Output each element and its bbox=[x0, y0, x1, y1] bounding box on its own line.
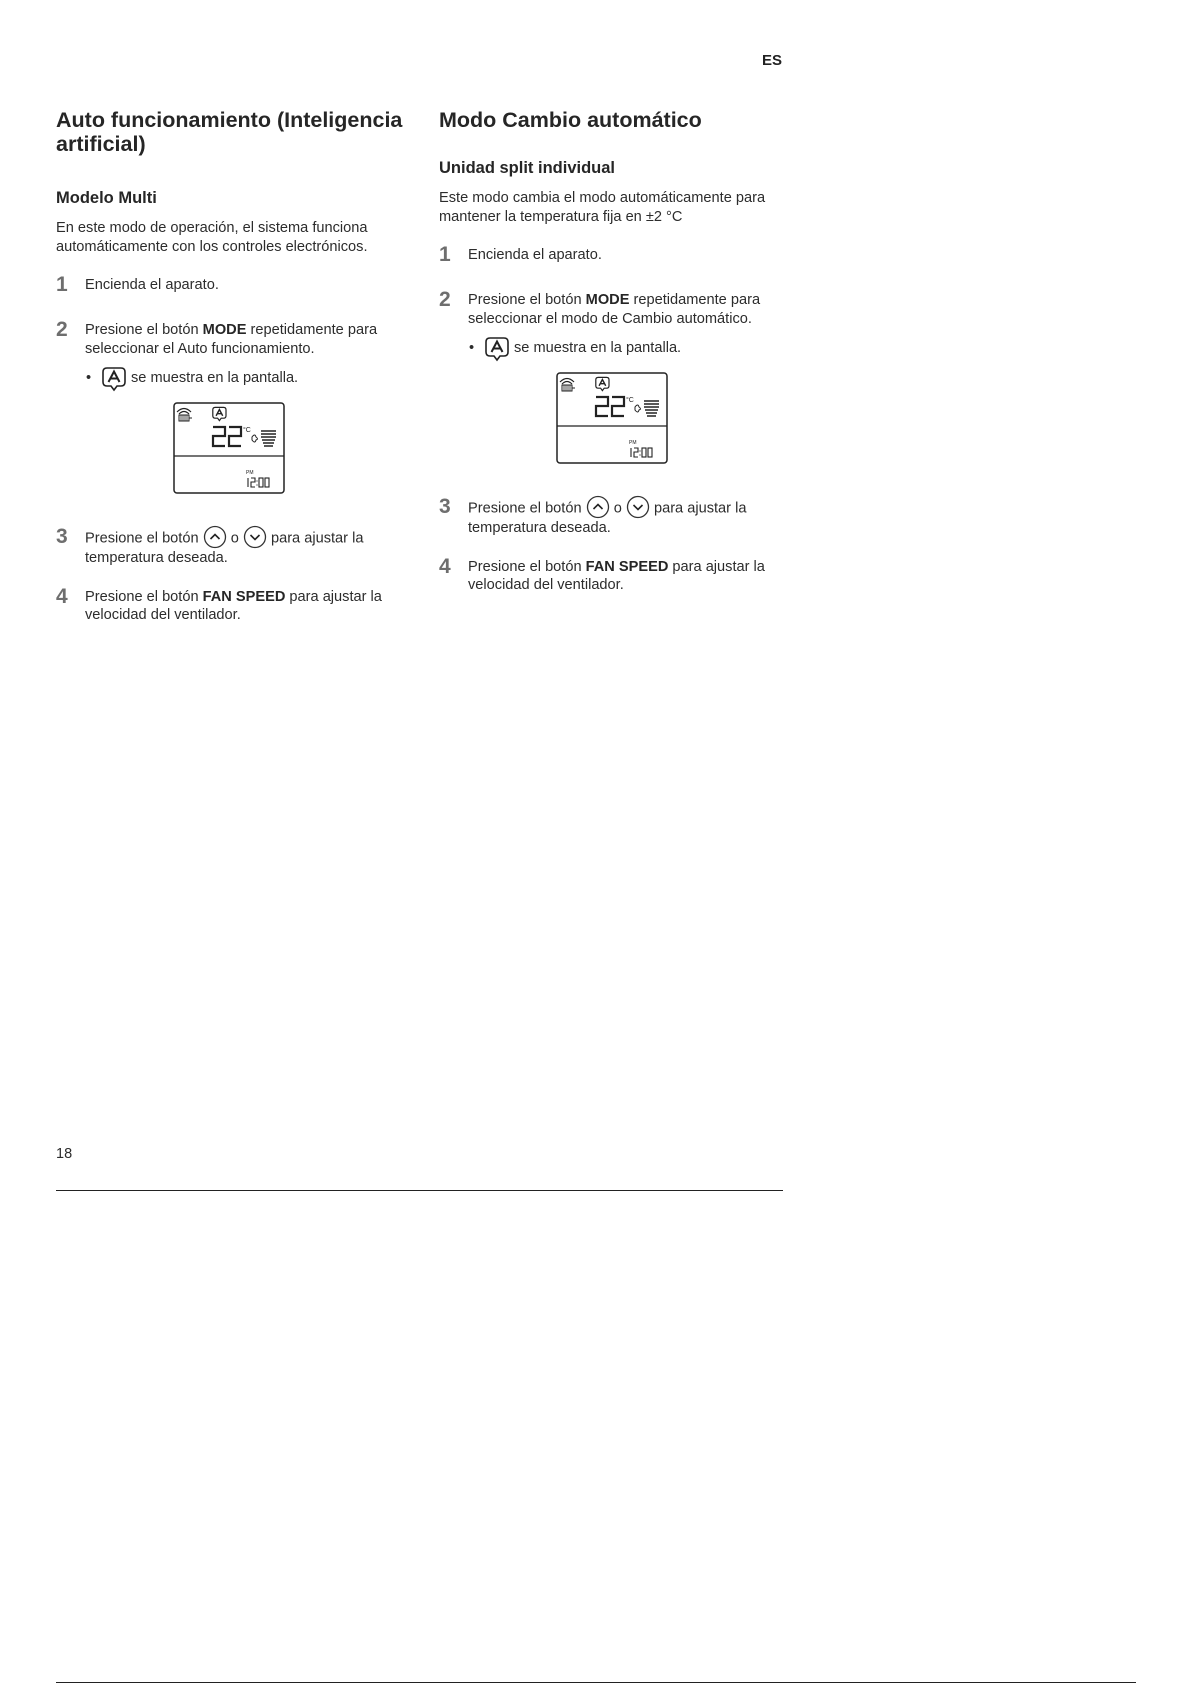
up-button-icon bbox=[203, 525, 227, 549]
step-text: Presione el botón FAN SPEED para ajustar la velocidad del ventilador. bbox=[468, 558, 765, 593]
down-button-icon bbox=[626, 495, 650, 519]
fan-speed-button-label: FAN SPEED bbox=[585, 558, 669, 575]
right-step-3 bbox=[439, 495, 784, 538]
auto-mode-icon bbox=[483, 334, 511, 362]
right-step-1 bbox=[439, 243, 784, 267]
step-number: 2 bbox=[56, 318, 68, 341]
sheet-bottom-rule bbox=[56, 1682, 1136, 1683]
left-section-subtitle: Modelo Multi bbox=[56, 189, 157, 207]
left-step-4 bbox=[56, 584, 406, 625]
page-number: 18 bbox=[56, 1146, 73, 1162]
step-text: Encienda el aparato. bbox=[468, 247, 602, 263]
mode-button-label: MODE bbox=[585, 292, 630, 308]
step-text: Presione el botón o para ajustar la temperatura deseada. bbox=[85, 528, 406, 568]
left-intro: En este modo de operación, el sistema funciona automáticamente con los controles electrónicos. bbox=[56, 220, 368, 255]
step-number: 1 bbox=[56, 273, 68, 296]
left-step-2 bbox=[56, 318, 406, 494]
step-text: Presione el botón MODE repetidamente para seleccionar el modo de Cambio automático. bbox=[468, 292, 761, 327]
mode-button-label: MODE bbox=[202, 322, 247, 338]
left-step-1 bbox=[56, 273, 406, 297]
down-button-icon bbox=[243, 525, 267, 549]
right-column bbox=[439, 108, 784, 595]
right-step-4 bbox=[439, 554, 784, 595]
step-number: 4 bbox=[56, 584, 68, 608]
up-button-icon bbox=[586, 495, 610, 519]
step-number: 3 bbox=[439, 495, 451, 518]
right-section-subtitle: Unidad split individual bbox=[439, 159, 616, 177]
step-text: Presione el botón o para ajustar la temperatura deseada. bbox=[468, 498, 784, 538]
step-number: 3 bbox=[56, 525, 68, 548]
right-bullet: • se muestra en la pantalla. bbox=[469, 334, 784, 362]
step-number: 4 bbox=[439, 554, 451, 578]
right-step-2 bbox=[439, 288, 784, 464]
step-text: Presione el botón MODE repetidamente para seleccionar el Auto funcionamiento. bbox=[85, 322, 378, 357]
step-text: Encienda el aparato. bbox=[85, 277, 219, 293]
language-code: ES bbox=[762, 52, 783, 69]
left-step-3 bbox=[56, 525, 406, 568]
page-bottom-rule bbox=[56, 1190, 783, 1191]
lcd-display-icon bbox=[556, 372, 668, 464]
step-number: 1 bbox=[439, 243, 451, 266]
right-intro: Este modo cambia el modo automáticamente para mantener la temperatura fija en ±2 °C bbox=[439, 190, 766, 225]
step-number: 2 bbox=[439, 288, 451, 311]
right-section-title: Modo Cambio automático bbox=[439, 108, 702, 132]
left-column bbox=[56, 108, 406, 625]
auto-mode-icon bbox=[100, 364, 128, 392]
fan-speed-button-label: FAN SPEED bbox=[202, 588, 286, 605]
step-text: Presione el botón FAN SPEED para ajustar la velocidad del ventilador. bbox=[85, 588, 382, 623]
left-bullet: • se muestra en la pantalla. bbox=[86, 364, 406, 392]
lcd-display-icon bbox=[173, 402, 285, 494]
left-section-title: Auto funcionamiento (Inteligencia artificial) bbox=[56, 108, 403, 156]
